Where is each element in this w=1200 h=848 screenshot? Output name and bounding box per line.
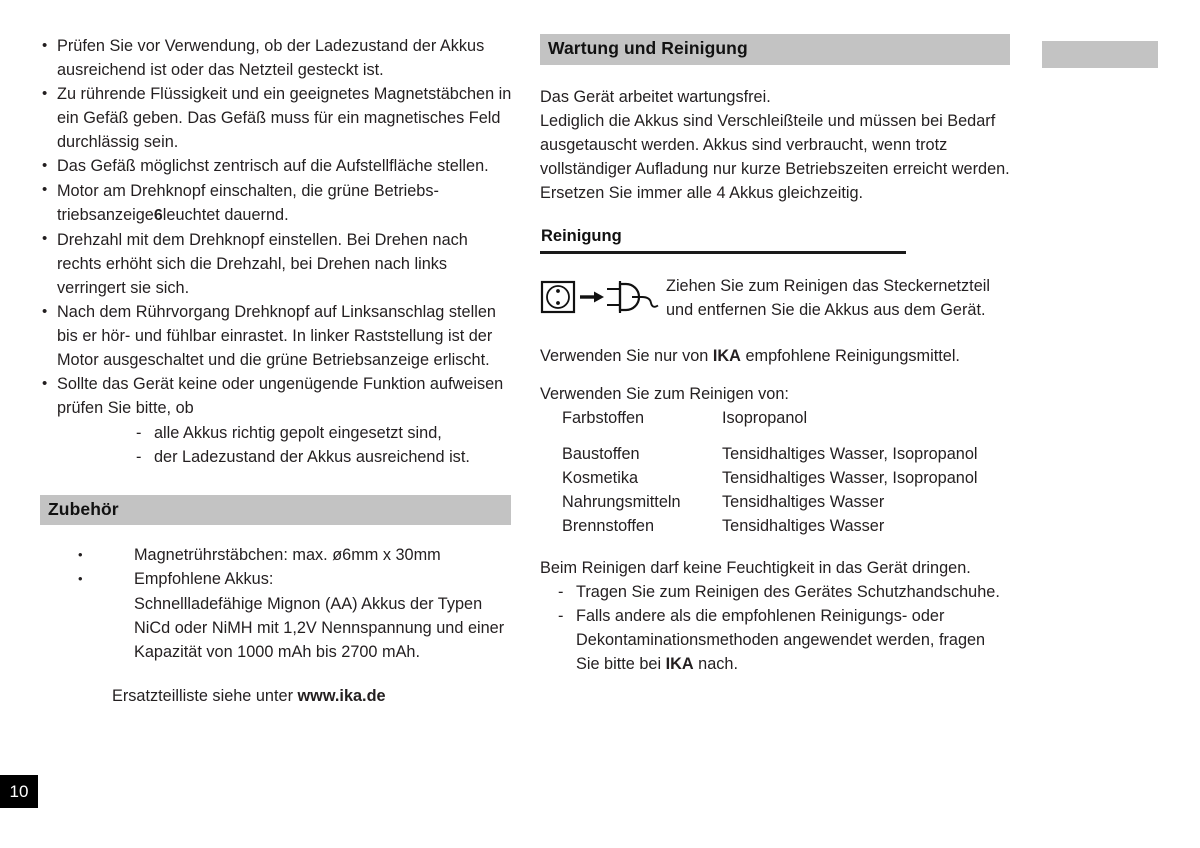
list-item-text: Tragen Sie zum Reinigen des Gerätes Schutzhandschuhe.: [576, 583, 1000, 601]
list-item: [40, 154, 512, 178]
list-item: [40, 300, 512, 372]
list-item: [558, 580, 1012, 604]
dash-marker-icon: -: [558, 607, 564, 626]
recommended-suffix: empfohlene Reinigungsmittel.: [740, 347, 960, 366]
list-item: [40, 179, 512, 228]
list-item: [136, 445, 512, 469]
unplug-diagram-svg: [540, 276, 662, 316]
spare-parts-note: [112, 684, 512, 708]
section-header-zubehoer: [40, 495, 511, 526]
table-cell-agent: Isopropanol: [722, 409, 808, 428]
list-item-text-suffix: nach.: [693, 655, 739, 674]
cleaning-table-intro: Verwenden Sie zum Reinigen von:: [540, 385, 789, 404]
bullet-marker-icon: •: [42, 36, 48, 54]
maintenance-intro-body: Lediglich die Akkus sind Verschleißteile und müssen bei Bedarf ausgetauscht werden. Akkus sind verbraucht, wenn trotz vollständiger Aufladung nur kurze Betriebszeiten erreicht werden. Ersetzen Sie immer alle 4 Akkus gleichzeitig.: [540, 111, 1010, 202]
maintenance-intro-line: Das Gerät arbeitet wartungsfrei.: [540, 87, 771, 106]
table-cell-substance: Baustoffen: [562, 444, 640, 463]
ika-website-link[interactable]: www.ika.de: [297, 687, 386, 706]
table-cell-substance: Farbstoffen: [562, 409, 645, 428]
cleaning-agent-table: [562, 406, 978, 537]
table-row: [562, 442, 978, 466]
left-column: [40, 34, 512, 709]
list-item-text: Drehzahl mit dem Drehknopf einstellen. Bei Drehen nach rechts erhöht sich die Drehzahl, bei Drehen nach links verringert sie sich.: [57, 230, 468, 297]
list-item: [72, 543, 512, 567]
list-item: [136, 421, 512, 445]
list-item: [40, 228, 512, 300]
table-cell-substance: Kosmetika: [562, 468, 639, 487]
operation-indicator-symbol-icon: 6: [153, 206, 163, 224]
list-item: [40, 82, 512, 154]
page-number-badge: [0, 775, 38, 808]
accessories-list: [72, 543, 512, 591]
list-item-text: Empfohlene Akkus:: [134, 570, 274, 589]
dash-marker-icon: -: [558, 583, 564, 601]
unplug-diagram: [540, 274, 666, 321]
list-item-text-prefix: Falls andere als die empfohlenen Reinigungs- oder Dekontaminationsmethoden angewendet werden, fragen Sie bitte bei: [576, 607, 986, 674]
list-item-text-part1: Motor am Drehknopf einschalten, die grüne Betriebs-: [57, 181, 439, 200]
bullet-marker-icon: •: [78, 547, 83, 563]
bullet-marker-icon: •: [42, 374, 48, 392]
table-cell-substance: Brennstoffen: [562, 516, 655, 535]
table-cell-substance: Nahrungsmitteln: [562, 492, 681, 511]
spare-parts-prefix: Ersatzteilliste siehe unter: [112, 687, 298, 706]
list-item: [558, 604, 1012, 676]
table-spacer-row: [562, 431, 978, 442]
list-item-text: Prüfen Sie vor Verwendung, ob der Ladezustand der Akkus ausreichend ist oder das Netzteil gesteckt ist.: [57, 37, 485, 80]
dash-marker-icon: -: [136, 447, 142, 466]
operation-bullet-list: [40, 34, 512, 421]
table-row: [562, 490, 978, 514]
section-title: Wartung und Reinigung: [548, 38, 748, 58]
bullet-marker-icon: •: [78, 571, 83, 587]
list-item: [40, 372, 512, 420]
moisture-warning-text: Beim Reinigen darf keine Feuchtigkeit in das Gerät dringen.: [540, 558, 971, 577]
list-item-text: Sollte das Gerät keine oder ungenügende Funktion aufweisen prüfen Sie bitte, ob: [57, 375, 504, 418]
bullet-marker-icon: •: [42, 181, 48, 199]
bullet-marker-icon: •: [42, 156, 48, 174]
battery-specification-text: Schnellladefähige Mignon (AA) Akkus der Typen NiCd oder NiMH mit 1,2V Nennspannung und einer Kapazität von 1000 mAh bis 2700 mAh.: [134, 594, 505, 662]
table-cell-agent: Tensidhaltiges Wasser, Isopropanol: [722, 468, 978, 487]
recommended-prefix: Verwenden Sie nur von: [540, 347, 713, 366]
list-item-text: Nach dem Rührvorgang Drehknopf auf Linksanschlag stellen bis er hör- und fühlbar einrastet. In linker Raststellung ist der Motor ausgeschaltet und die grüne Betriebsanzeige erlischt.: [57, 303, 496, 370]
table-row: [562, 406, 978, 430]
brand-name-ika: IKA: [665, 655, 694, 674]
list-item-text-part2: triebsanzeige: [57, 205, 154, 224]
cleaning-notes-list: [558, 580, 1012, 676]
bullet-marker-icon: •: [42, 230, 48, 248]
bullet-marker-icon: •: [42, 302, 48, 320]
right-column: [540, 34, 1012, 676]
list-item-text: Das Gefäß möglichst zentrisch auf die Aufstellfläche stellen.: [57, 157, 489, 176]
top-right-gray-bar: [1042, 41, 1158, 68]
power-plug-icon: [607, 281, 658, 313]
list-item-text: Zu rührende Flüssigkeit und ein geeignetes Magnetstäbchen in ein Gefäß geben. Das Gefäß muss für ein magnetisches Feld durchlässig sein.: [57, 85, 512, 152]
table-row: [562, 514, 978, 538]
check-sub-list: [136, 421, 512, 469]
cleaning-icon-row: [540, 274, 1012, 322]
table-cell-agent: Tensidhaltiges Wasser, Isopropanol: [722, 444, 978, 463]
table-cell-agent: Tensidhaltiges Wasser: [722, 492, 885, 511]
brand-name-ika: IKA: [712, 347, 741, 366]
list-item-text: alle Akkus richtig gepolt eingesetzt sind,: [154, 423, 442, 442]
list-item-text-part3: leuchtet dauernd.: [162, 205, 289, 224]
dash-marker-icon: -: [136, 423, 142, 442]
list-item-text: Magnetrührstäbchen: max. ø6mm x 30mm: [134, 546, 441, 565]
section-title: Zubehör: [48, 498, 119, 519]
arrow-right-icon: [580, 292, 604, 303]
bullet-marker-icon: •: [42, 84, 48, 102]
subsection-title-reinigung: Reinigung: [541, 227, 622, 246]
page-number: 10: [9, 781, 29, 801]
subsection-rule: [540, 251, 906, 254]
power-socket-icon: [542, 282, 574, 312]
list-item: [40, 34, 512, 82]
list-item: [72, 567, 512, 591]
table-cell-agent: Tensidhaltiges Wasser: [722, 516, 885, 535]
unplug-instruction-text: Ziehen Sie zum Reinigen das Steckernetzteil und entfernen Sie die Akkus aus dem Gerät.: [666, 277, 990, 320]
table-row: [562, 466, 978, 490]
recommended-agents-line: [540, 344, 1012, 368]
section-header-wartung-und-reinigung: [540, 34, 1010, 65]
list-item-text: der Ladezustand der Akkus ausreichend ist.: [154, 447, 470, 466]
